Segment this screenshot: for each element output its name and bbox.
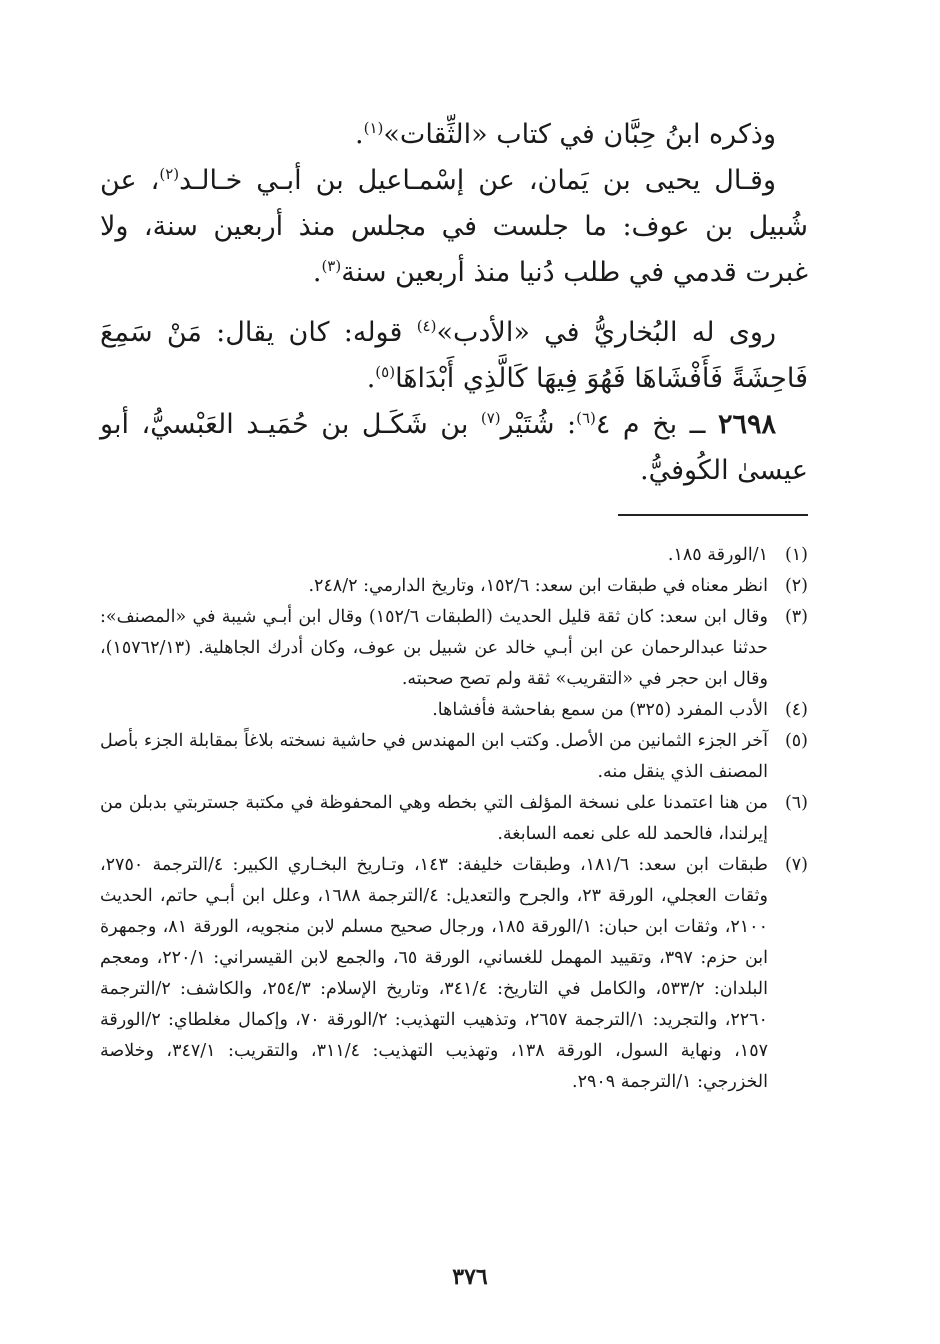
footnote-6 — [100, 788, 808, 850]
footnote-text: الأدب المفرد (٣٢٥) من سمع بفاحشة فأفشاها. — [432, 700, 768, 720]
entry-lineage: بن شَكَـل بن حُمَيـد العَبْسيُّ، أبو عيسىٰ الكُوفيُّ. — [100, 409, 808, 486]
paragraph-text: روى له البُخاريُّ في «الأدب» — [436, 317, 776, 348]
paragraph-end: . — [312, 257, 322, 288]
footnote-4 — [100, 695, 808, 726]
footnotes — [100, 540, 808, 1098]
entry-name: : شُتَيْر — [500, 409, 577, 440]
main-text — [100, 112, 808, 494]
page-number: ٣٧٦ — [452, 1264, 488, 1290]
paragraph-ibn-hibban — [100, 112, 808, 158]
footnote-3 — [100, 602, 808, 695]
book-page — [100, 112, 808, 1098]
footnote-text: ١/الورقة ١٨٥. — [667, 545, 768, 565]
footnote-number: (٥) — [784, 731, 808, 751]
footnote-ref: (٧) — [480, 409, 501, 427]
footnote-ref: (٤) — [416, 317, 437, 335]
footnote-ref: (٣) — [321, 257, 342, 275]
footnote-ref: (١) — [363, 119, 384, 137]
paragraph-yahya — [100, 158, 808, 296]
footnote-7 — [100, 850, 808, 1098]
paragraph-end: . — [366, 363, 376, 394]
footnote-1 — [100, 540, 808, 571]
footnote-text: آخر الجزء الثمانين من الأصل. وكتب ابن المهندس في حاشية نسخته بلاغاً بمقابلة الجزء بأصل المصنف الذي ينقل منه. — [100, 731, 768, 782]
footnote-text: طبقات ابن سعد: ١٨١/٦، وطبقات خليفة: ١٤٣، وتـاريخ البخـاري الكبير: ٤/الترجمة ٢٧٥٠، وثقات العجلي، الورقة ٢٣، والجرح والتعديل: ٤/الترجمة ١٦٨٨، وعلل ابن أبـي حاتم، الحديث ٢١٠٠، وثقات ابن حبان: ١/الورقة ١٨٥، ورجال صحيح مسلم لابن منجويه، الورقة ٨١، وجمهرة ابن حزم: ٣٩٧، وتقييد المهمل للغساني، الورقة ٦٥، والجمع لابن القيسراني: ٢٢٠/١، ومعجم البلدان: ٥٣٣/٢، والكامل في التاريخ: ٣٤١/٤، وتاريخ الإسلام: ٢٥٤/٣، والكاشف: ٢/الترجمة ٢٢٦٠، والتجريد: ١/الترجمة ٢٦٥٧، وتذهيب التهذيب: ٢/الورقة ٧٠، وإكمال مغلطاي: ٢/الورقة ١٥٧، ونهاية السول، الورقة ١٣٨، وتهذيب التهذيب: ٣١١/٤، والتقريب: ٣٤٧/١، وخلاصة الخزرجي: ١/الترجمة ٢٩٠٩. — [100, 855, 769, 1092]
paragraph-text: وقـال يحيى بن يَمان، عن إسْمـاعيل بن أبـي خـالـد — [179, 165, 776, 196]
footnote-ref: (٦) — [576, 409, 596, 427]
footnote-number: (٢) — [784, 576, 808, 596]
footnote-number: (٣) — [784, 607, 808, 627]
footnote-ref: (٢) — [159, 165, 180, 183]
entry-number: ٢٦٩٨ — [717, 409, 776, 440]
footnote-number: (٧) — [784, 855, 808, 875]
paragraph-text: قوله: كان يقال: مَنْ سَمِعَ فَاحِشَةً فَأَفْشَاهَا فَهُوَ فِيهَا كَالَّذِي أَبْدَاهَا — [100, 317, 808, 394]
paragraph-text: ، عن شُبيل بن عوف: ما جلست في مجلس منذ أربعين سنة، ولا غبرت قدمي في طلب دُنيا منذ أربعين سنة — [100, 165, 808, 288]
paragraph-end: . — [355, 119, 364, 150]
entry-heading — [100, 402, 808, 494]
footnote-number: (٦) — [784, 793, 808, 813]
paragraph-text: وذكره ابنُ حِبَّان في كتاب «الثِّقات» — [383, 119, 776, 150]
footnote-text: انظر معناه في طبقات ابن سعد: ١٥٢/٦، وتاريخ الدارمي: ٢٤٨/٢. — [308, 576, 768, 596]
entry-codes: ــ بخ م ٤ — [595, 409, 718, 440]
footnote-text: وقال ابن سعد: كان ثقة قليل الحديث (الطبقات ١٥٢/٦) وقال ابن أبـي شيبة في «المصنف»: حدثنا عبدالرحمان عن ابن أبـي خالد عن شبيل بن عوف، وكان أدرك الجاهلية. (١٥٧٦٢/١٣)، وقال ابن حجر في «التقريب» ثقة ولم تصح صحبته. — [100, 607, 769, 689]
footnote-2 — [100, 571, 808, 602]
footnote-ref: (٥) — [375, 363, 396, 381]
footnote-number: (١) — [784, 545, 808, 565]
paragraph-bukhari — [100, 310, 808, 402]
footnote-text: من هنا اعتمدنا على نسخة المؤلف التي بخطه وهي المحفوظة في مكتبة جستربتي بدبلن من إيرلندا، فالحمد لله على نعمه السابغة. — [100, 793, 768, 844]
footnote-number: (٤) — [784, 700, 808, 720]
footnote-divider — [618, 514, 808, 516]
footnote-5 — [100, 726, 808, 788]
